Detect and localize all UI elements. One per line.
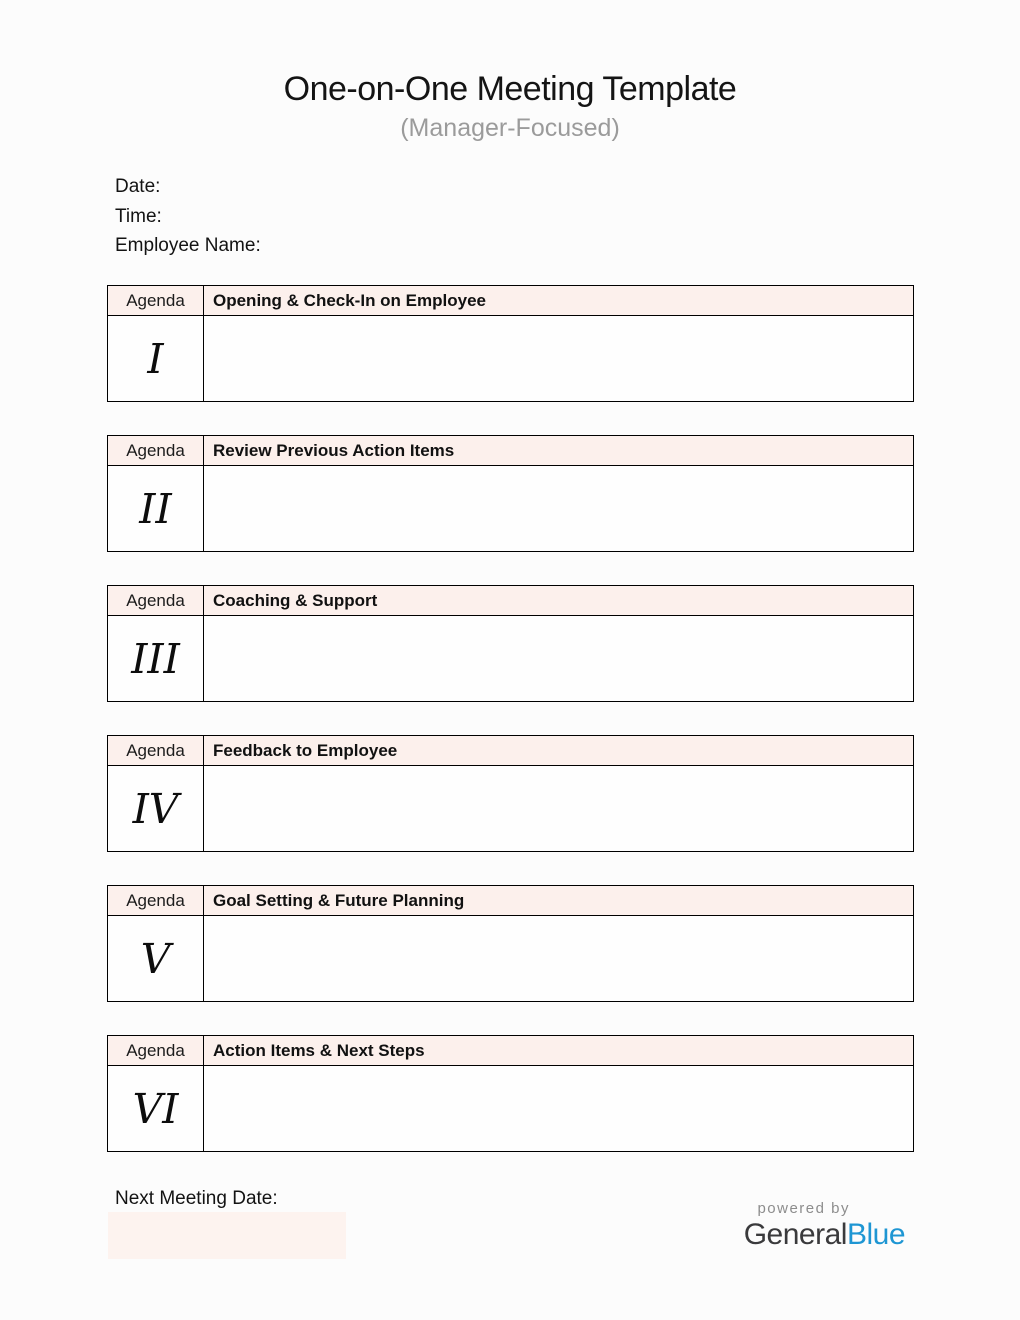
section-body-row <box>108 766 914 852</box>
agenda-label: Agenda <box>108 886 204 916</box>
section-numeral: II <box>108 466 204 552</box>
agenda-label: Agenda <box>108 736 204 766</box>
section-numeral: III <box>108 616 204 702</box>
next-meeting-date-label: Next Meeting Date: <box>115 1188 278 1209</box>
section-title: Goal Setting & Future Planning <box>204 886 914 916</box>
time-label: Time: <box>115 205 162 227</box>
agenda-tables <box>107 285 914 1185</box>
section-header-row <box>108 1036 914 1066</box>
brand-blue-text: Blue <box>846 1218 905 1251</box>
section-title: Action Items & Next Steps <box>204 1036 914 1066</box>
section-notes-area <box>204 916 914 1002</box>
section-notes-area <box>204 466 914 552</box>
brand-general-text: General <box>743 1218 847 1251</box>
agenda-label: Agenda <box>108 286 204 316</box>
agenda-label: Agenda <box>108 1036 204 1066</box>
general-blue-logo <box>744 1200 905 1251</box>
section-numeral: IV <box>108 766 204 852</box>
section-header-row <box>108 286 914 316</box>
agenda-table-goal-setting <box>107 885 914 1002</box>
section-numeral: I <box>108 316 204 402</box>
page-subtitle: (Manager-Focused) <box>400 114 620 142</box>
section-header-row <box>108 886 914 916</box>
section-body-row <box>108 616 914 702</box>
section-notes-area <box>204 316 914 402</box>
agenda-table-opening-check-in <box>107 285 914 402</box>
agenda-table-coaching-support <box>107 585 914 702</box>
section-body-row <box>108 466 914 552</box>
section-numeral: V <box>108 916 204 1002</box>
agenda-label: Agenda <box>108 586 204 616</box>
agenda-label: Agenda <box>108 436 204 466</box>
section-notes-area <box>204 616 914 702</box>
section-header-row <box>108 436 914 466</box>
section-title: Feedback to Employee <box>204 736 914 766</box>
meeting-info-block <box>115 172 261 261</box>
agenda-table-next-steps <box>107 1035 914 1152</box>
date-label: Date: <box>115 176 161 197</box>
powered-by-text: powered by <box>757 1200 850 1217</box>
section-numeral: VI <box>108 1066 204 1152</box>
agenda-table-review-action-items <box>107 435 914 552</box>
employee-name-label: Employee Name: <box>115 235 261 256</box>
section-notes-area <box>204 1066 914 1152</box>
section-notes-area <box>204 766 914 852</box>
agenda-table-feedback <box>107 735 914 852</box>
section-title: Opening & Check-In on Employee <box>204 286 914 316</box>
section-header-row <box>108 586 914 616</box>
section-body-row <box>108 316 914 402</box>
section-title: Coaching & Support <box>204 586 914 616</box>
brand-name <box>744 1219 905 1251</box>
page-title: One-on-One Meeting Template <box>283 70 737 108</box>
section-body-row <box>108 1066 914 1152</box>
next-meeting-date-field <box>108 1212 346 1259</box>
section-header-row <box>108 736 914 766</box>
section-title: Review Previous Action Items <box>204 436 914 466</box>
section-body-row <box>108 916 914 1002</box>
